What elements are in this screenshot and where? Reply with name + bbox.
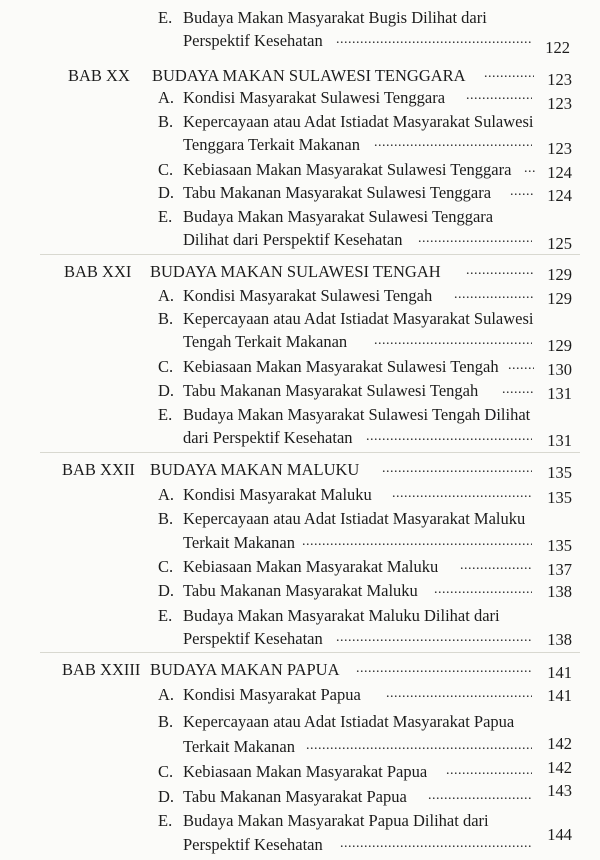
toc-item-page: 122 — [545, 38, 570, 57]
chapter-title: BUDAYA MAKAN PAPUA — [150, 660, 340, 679]
toc-leader — [374, 331, 532, 351]
toc-item-title-cont: Terkait Makanan — [183, 737, 296, 756]
toc-leader — [366, 427, 532, 447]
toc-item-title-cont: dari Perspektif Kesehatan — [183, 428, 353, 447]
toc-item-page: 142 — [547, 734, 572, 753]
toc-item-letter: A. — [158, 685, 175, 704]
toc-item-title: Kepercayaan atau Adat Istiadat Masyarakat Sulawesi — [183, 112, 534, 131]
toc-item-letter: D. — [158, 581, 175, 600]
toc-item-title: Budaya Makan Masyarakat Papua Dilihat dari — [183, 811, 489, 830]
toc-item-title: Budaya Makan Masyarakat Maluku Dilihat dari — [183, 606, 500, 625]
toc-item-title-cont: Dilihat dari Perspektif Kesehatan — [183, 230, 403, 249]
chapter-label: BAB XXIII — [62, 660, 141, 679]
toc-item-title: Kepercayaan atau Adat Istiadat Masyarakat Sulawesi — [183, 309, 534, 328]
chapter-title: BUDAYA MAKAN MALUKU — [150, 460, 360, 479]
toc-item-title: Kondisi Masyarakat Sulawesi Tenggara — [183, 88, 446, 107]
toc-item-letter: E. — [158, 8, 173, 27]
toc-leader — [508, 356, 534, 376]
toc-item-page: 135 — [547, 488, 572, 507]
toc-item-title: Tabu Makanan Masyarakat Sulawesi Tenggara — [183, 183, 492, 202]
toc-item-page: 130 — [547, 360, 572, 379]
chapter-page: 141 — [547, 663, 572, 682]
toc-item-title-cont: Tengah Terkait Makanan — [183, 332, 348, 351]
toc-item-title: Kebiasaan Makan Masyarakat Sulawesi Tengah — [183, 357, 499, 376]
toc-item-letter: A. — [158, 286, 175, 305]
toc-item-title: Tabu Makanan Masyarakat Sulawesi Tengah — [183, 381, 479, 400]
toc-item-page: 129 — [547, 289, 572, 308]
toc-leader — [484, 64, 534, 84]
toc-item-page: 144 — [547, 825, 572, 844]
toc-item-letter: B. — [158, 309, 174, 328]
toc-item-title: Budaya Makan Masyarakat Sulawesi Tengah Dilihat — [183, 405, 531, 424]
section-divider — [40, 452, 580, 453]
toc-leader — [428, 786, 532, 806]
toc-leader — [386, 684, 532, 704]
toc-leader — [374, 133, 532, 153]
toc-leader — [392, 484, 532, 504]
toc-item-title: Budaya Makan Masyarakat Sulawesi Tenggara — [183, 207, 494, 226]
toc-leader — [340, 834, 532, 854]
toc-item-letter: D. — [158, 787, 175, 806]
toc-item-page: 142 — [547, 758, 572, 777]
toc-item-page: 123 — [547, 94, 572, 113]
toc-leader — [434, 580, 532, 600]
toc-item-title: Kepercayaan atau Adat Istiadat Masyarakat Maluku — [183, 509, 526, 528]
toc-item-letter: B. — [158, 712, 174, 731]
toc-item-page: 138 — [547, 582, 572, 601]
toc-item-letter: A. — [158, 485, 175, 504]
toc-item-letter: A. — [158, 88, 175, 107]
toc-item-title: Kondisi Masyarakat Papua — [183, 685, 361, 704]
toc-item-title-cont: Terkait Makanan — [183, 533, 296, 552]
toc-item-page: 131 — [547, 431, 572, 450]
toc-leader — [336, 30, 532, 50]
chapter-label: BAB XXII — [62, 460, 135, 479]
toc-item-title-cont: Perspektif Kesehatan — [183, 31, 323, 50]
chapter-page: 123 — [547, 70, 572, 89]
toc-item-title: Budaya Makan Masyarakat Bugis Dilihat dari — [183, 8, 487, 27]
toc-item-page: 125 — [547, 234, 572, 253]
toc-item-title: Tabu Makanan Masyarakat Maluku — [183, 581, 418, 600]
toc-item-letter: D. — [158, 381, 175, 400]
toc-item-title-cont: Perspektif Kesehatan — [183, 835, 323, 854]
toc-leader — [460, 556, 532, 576]
toc-item-title: Kebiasaan Makan Masyarakat Sulawesi Tenggara — [183, 160, 512, 179]
toc-leader — [382, 459, 532, 479]
toc-item-letter: D. — [158, 183, 175, 202]
toc-item-page: 124 — [547, 186, 572, 205]
toc-leader — [466, 261, 534, 281]
toc-item-letter: E. — [158, 606, 173, 625]
toc-leader — [446, 761, 532, 781]
toc-item-page: 138 — [547, 630, 572, 649]
toc-item-title: Kebiasaan Makan Masyarakat Papua — [183, 762, 428, 781]
toc-leader — [306, 736, 532, 756]
toc-item-letter: C. — [158, 557, 174, 576]
chapter-page: 129 — [547, 265, 572, 284]
toc-item-title: Kebiasaan Makan Masyarakat Maluku — [183, 557, 439, 576]
toc-item-title: Tabu Makanan Masyarakat Papua — [183, 787, 407, 806]
chapter-title: BUDAYA MAKAN SULAWESI TENGGARA — [152, 66, 466, 85]
toc-item-letter: E. — [158, 405, 173, 424]
chapter-label: BAB XXI — [64, 262, 132, 281]
toc-item-letter: B. — [158, 509, 174, 528]
toc-leader — [302, 532, 532, 552]
toc-item-letter: C. — [158, 762, 174, 781]
toc-item-letter: E. — [158, 811, 173, 830]
toc-item-letter: E. — [158, 207, 173, 226]
toc-leader — [466, 86, 532, 106]
chapter-label: BAB XX — [68, 66, 130, 85]
toc-item-title: Kondisi Masyarakat Maluku — [183, 485, 372, 504]
toc-item-page: 135 — [547, 536, 572, 555]
toc-leader — [418, 229, 532, 249]
toc-item-page: 129 — [547, 336, 572, 355]
toc-leader — [336, 628, 532, 648]
toc-item-title-cont: Tenggara Terkait Makanan — [183, 135, 360, 154]
toc-item-letter: C. — [158, 357, 174, 376]
toc-leader — [510, 182, 534, 202]
toc-item-letter: B. — [158, 112, 174, 131]
toc-leader — [502, 380, 534, 400]
section-divider — [40, 652, 580, 653]
toc-item-page: 143 — [547, 781, 572, 800]
toc-item-title: Kondisi Masyarakat Sulawesi Tengah — [183, 286, 433, 305]
toc-item-page: 137 — [547, 560, 572, 579]
toc-item-title: Kepercayaan atau Adat Istiadat Masyarakat Papua — [183, 712, 515, 731]
toc-item-page: 141 — [547, 686, 572, 705]
toc-item-page: 123 — [547, 139, 572, 158]
toc-item-page: 131 — [547, 384, 572, 403]
toc-leader — [454, 285, 534, 305]
chapter-page: 135 — [547, 463, 572, 482]
toc-item-title-cont: Perspektif Kesehatan — [183, 629, 323, 648]
toc-item-page: 124 — [547, 163, 572, 182]
toc-item-letter: C. — [158, 160, 174, 179]
section-divider — [40, 254, 580, 255]
toc-leader — [356, 659, 532, 679]
chapter-title: BUDAYA MAKAN SULAWESI TENGAH — [150, 262, 441, 281]
